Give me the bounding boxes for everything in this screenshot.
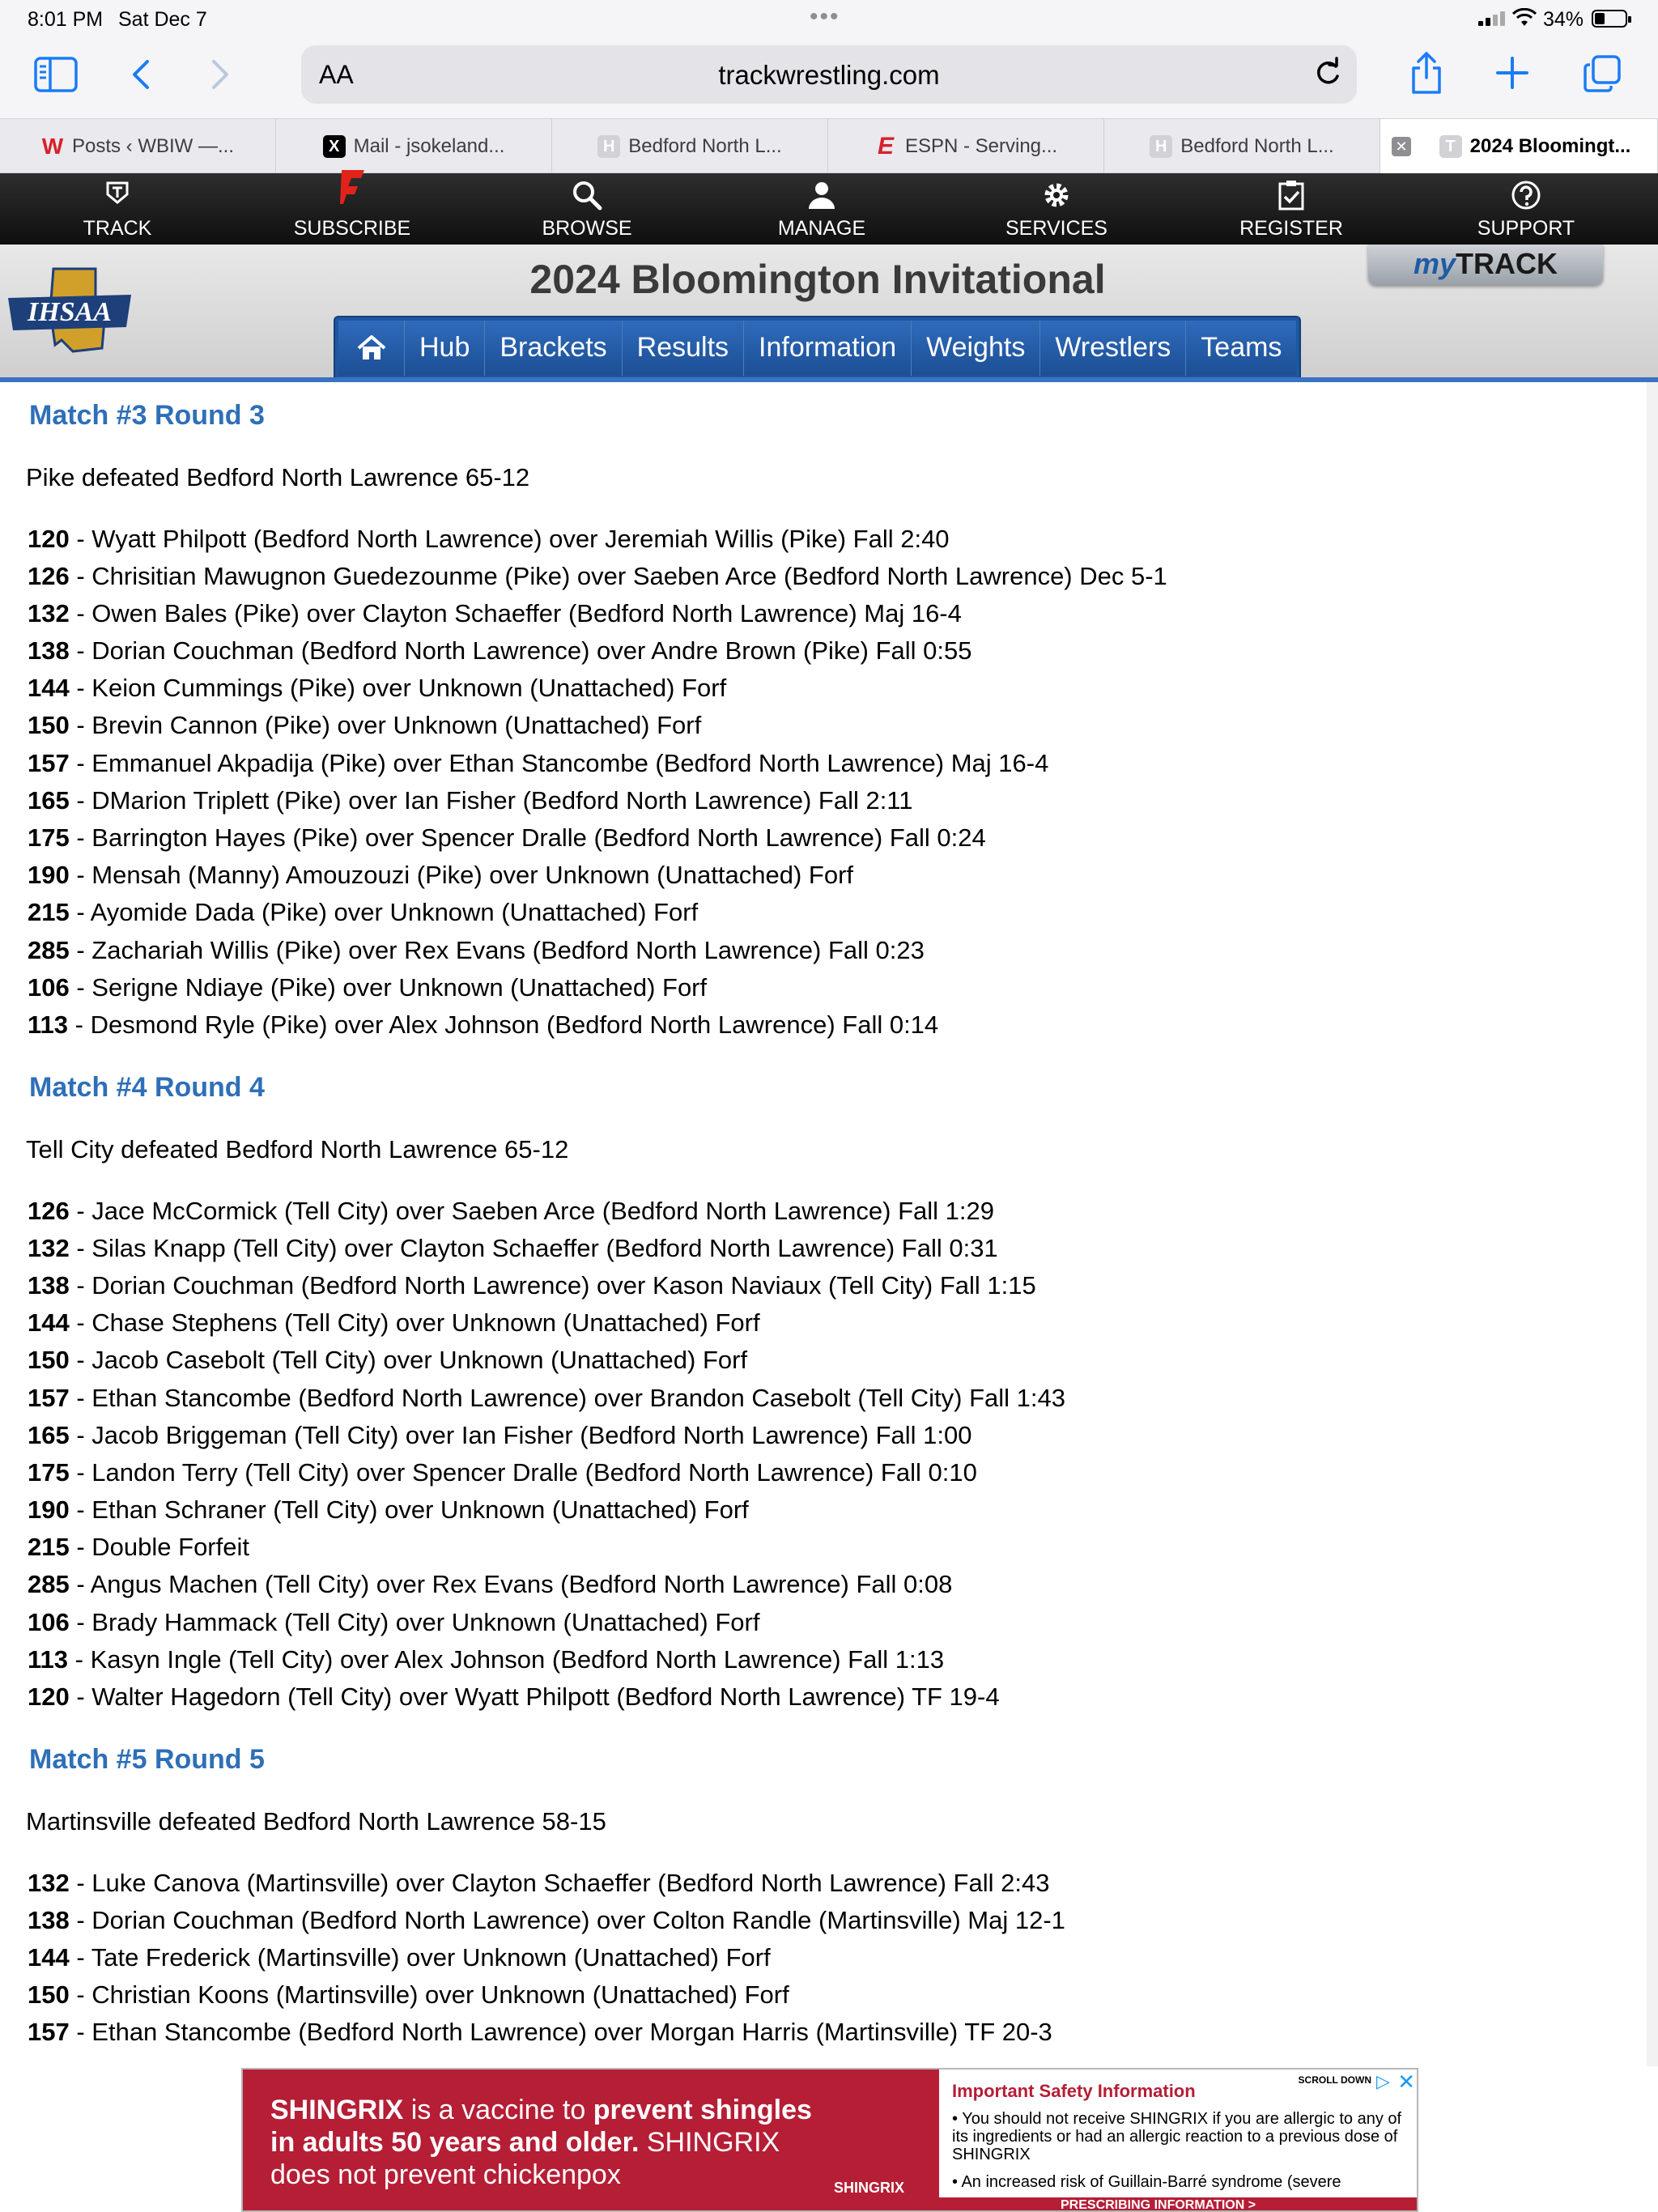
bout-row [28, 973, 707, 1002]
subnav-hub[interactable]: Hub [405, 321, 485, 376]
mytrack-my: my [1413, 247, 1456, 280]
bout-row [28, 1271, 1036, 1300]
tab-bloomington-active[interactable] [1380, 119, 1658, 174]
bout-row [28, 636, 972, 666]
mytrack-track: TRACK [1456, 247, 1558, 280]
bout-weight: 132 [28, 1869, 70, 1897]
bout-weight: 144 [28, 1308, 70, 1337]
bout-row [28, 1943, 771, 1972]
bout-result: - Dorian Couchman (Bedford North Lawrence) over Andre Brown (Pike) Fall 0:55 [69, 636, 972, 665]
nav-label: TRACK [83, 217, 152, 240]
bout-row [28, 1010, 938, 1040]
tab-label: Mail - jsokeland... [353, 135, 505, 157]
bout-weight: 138 [28, 1271, 70, 1300]
page-title: 2024 Bloomington Invitational [529, 257, 1106, 302]
person-icon [807, 180, 836, 209]
bout-row [28, 1384, 1065, 1413]
tab-strip [0, 118, 1658, 173]
tab-label: Bedford North L... [628, 135, 782, 157]
help-icon [1511, 180, 1541, 211]
bout-weight: 132 [28, 599, 70, 627]
mytrack-button[interactable] [1368, 245, 1603, 285]
site-nav [0, 173, 1658, 245]
nav-track[interactable] [0, 173, 235, 245]
back-icon[interactable] [130, 58, 152, 91]
bout-weight: 138 [28, 1906, 70, 1934]
tab-bedford-1[interactable] [552, 119, 828, 174]
tab-wbiw[interactable] [0, 119, 276, 174]
bout-row [28, 1980, 789, 2010]
bout-weight: 150 [28, 1980, 70, 2009]
bout-result: - Desmond Ryle (Pike) over Alex Johnson (Bedford North Lawrence) Fall 0:14 [68, 1010, 939, 1039]
nav-label: SUBSCRIBE [293, 217, 411, 240]
bout-weight: 165 [28, 1421, 70, 1449]
bout-row [28, 599, 962, 628]
event-header [0, 245, 1658, 377]
ad-headline [270, 2094, 812, 2191]
bout-row [28, 786, 913, 815]
ad-shingrix-logo: SHINGRIX [834, 2180, 905, 2196]
ad-isi-panel[interactable] [939, 2069, 1418, 2212]
bout-weight: 175 [28, 1458, 70, 1487]
bout-result: - DMarion Triplett (Pike) over Ian Fisher (Bedford North Lawrence) Fall 2:11 [69, 786, 913, 815]
tab-espn[interactable] [828, 119, 1104, 174]
adchoices-icon[interactable]: ▷ [1376, 2071, 1390, 2091]
wbiw-favicon-icon: W [41, 134, 64, 159]
bout-weight: 165 [28, 786, 70, 815]
bout-row [28, 1346, 747, 1375]
bout-result: - Luke Canova (Martinsville) over Clayton Schaeffer (Bedford North Lawrence) Fall 2:43 [69, 1869, 1050, 1897]
bout-row [28, 1495, 749, 1525]
bout-result: - Chrisitian Mawugnon Guedezounme (Pike) over Saeben Arce (Bedford North Lawrence) Dec 5-1 [69, 562, 1167, 590]
bout-weight: 144 [28, 674, 70, 702]
bout-result: - Christian Koons (Martinsville) over Unknown (Unattached) Forf [69, 1980, 789, 2009]
ad-text-bold: in adults 50 years and older. [270, 2127, 640, 2158]
bout-row [28, 674, 726, 703]
bout-result: - Brady Hammack (Tell City) over Unknown (Unattached) Forf [69, 1608, 760, 1636]
ad-prescribing-link[interactable]: PRESCRIBING INFORMATION > [939, 2197, 1418, 2212]
bout-result: - Barrington Hayes (Pike) over Spencer Dralle (Bedford North Lawrence) Fall 0:24 [69, 823, 986, 852]
bout-result: - Serigne Ndiaye (Pike) over Unknown (Unattached) Forf [69, 973, 708, 1002]
flo-logo-icon [338, 168, 366, 206]
multitask-dots-icon[interactable]: ••• [810, 3, 840, 30]
nav-manage[interactable] [704, 173, 939, 245]
subnav-information[interactable]: Information [744, 321, 912, 376]
bout-result: - Keion Cummings (Pike) over Unknown (Unattached) Forf [69, 674, 727, 702]
bout-row [28, 2018, 1052, 2047]
bout-result: - Angus Machen (Tell City) over Rex Evans (Bedford North Lawrence) Fall 0:08 [69, 1570, 953, 1598]
match-heading: Match #4 Round 4 [29, 1072, 265, 1103]
bout-row [28, 1869, 1049, 1898]
bout-weight: 157 [28, 749, 70, 777]
status-time: 8:01 PM [28, 8, 104, 31]
address-bar[interactable] [301, 45, 1357, 104]
espn-favicon-icon: E [877, 133, 894, 160]
battery-icon [1592, 10, 1627, 28]
tab-label: Bedford North L... [1180, 135, 1334, 157]
bout-result: - Landon Terry (Tell City) over Spencer Dralle (Bedford North Lawrence) Fall 0:10 [69, 1458, 977, 1487]
bout-row [28, 1608, 759, 1637]
ad-text: does not prevent chickenpox [270, 2159, 621, 2190]
bout-weight: 106 [28, 973, 70, 1002]
cell-signal-icon [1478, 11, 1507, 26]
bout-weight: 144 [28, 1943, 70, 1972]
home-icon [357, 335, 386, 361]
bout-weight: 157 [28, 1384, 70, 1412]
bout-weight: 215 [28, 898, 70, 926]
ad-text: is a vaccine to [403, 2095, 593, 2125]
bout-row [28, 1197, 994, 1226]
bout-weight: 285 [28, 936, 70, 964]
bout-result: - Jacob Briggeman (Tell City) over Ian Fisher (Bedford North Lawrence) Fall 1:00 [69, 1421, 972, 1449]
bout-weight: 215 [28, 1533, 70, 1561]
match-summary: Pike defeated Bedford North Lawrence 65-12 [26, 463, 530, 491]
bout-weight: 138 [28, 636, 70, 665]
match-summary: Tell City defeated Bedford North Lawrence 65-12 [26, 1135, 569, 1163]
clipboard-icon [1278, 180, 1305, 211]
bout-row [28, 898, 698, 927]
bout-row [28, 711, 701, 740]
bout-row [28, 1645, 944, 1674]
bout-row [28, 1308, 760, 1338]
bout-row [28, 525, 950, 554]
tabs-overview-icon[interactable] [1584, 55, 1621, 92]
bout-result: - Brevin Cannon (Pike) over Unknown (Unattached) Forf [69, 711, 702, 739]
bout-row [28, 1458, 977, 1487]
nav-label: SUPPORT [1477, 217, 1575, 240]
bout-row [28, 562, 1167, 591]
bout-result: - Mensah (Manny) Amouzouzi (Pike) over Unknown (Unattached) Forf [69, 861, 853, 889]
bout-result: - Ethan Stancombe (Bedford North Lawrence) over Morgan Harris (Martinsville) TF 20-3 [69, 2018, 1052, 2046]
bout-result: - Dorian Couchman (Bedford North Lawrence) over Colton Randle (Martinsville) Maj 12-1 [69, 1906, 1065, 1934]
nav-label: REGISTER [1239, 217, 1343, 240]
tab-bedford-2[interactable] [1104, 119, 1380, 174]
subnav-brackets[interactable]: Brackets [485, 321, 622, 376]
ad-isi-bullet: • An increased risk of Guillain-Barré syndrome (severe [952, 2173, 1341, 2191]
url-text[interactable]: trackwrestling.com [718, 60, 940, 90]
bout-row [28, 823, 986, 853]
nav-browse[interactable] [470, 173, 704, 245]
subnav-teams[interactable]: Teams [1186, 321, 1296, 376]
bout-weight: 157 [28, 2018, 70, 2046]
new-tab-icon[interactable] [1496, 57, 1528, 89]
bout-result: - Zachariah Willis (Pike) over Rex Evans (Bedford North Lawrence) Fall 0:23 [69, 936, 925, 964]
bout-weight: 120 [28, 525, 70, 553]
results-content[interactable] [0, 382, 1658, 2066]
bout-weight: 106 [28, 1608, 70, 1636]
ad-text-bold: prevent shingles [593, 2095, 812, 2125]
tab-label: ESPN - Serving... [904, 135, 1058, 157]
bout-result: - Silas Knapp (Tell City) over Clayton Schaeffer (Bedford North Lawrence) Fall 0:31 [69, 1234, 998, 1262]
bout-result: - Ayomide Dada (Pike) over Unknown (Unattached) Forf [69, 898, 699, 926]
close-tab-icon[interactable]: ✕ [1392, 137, 1411, 156]
bout-result: - Owen Bales (Pike) over Clayton Schaeffer (Bedford North Lawrence) Maj 16-4 [69, 599, 962, 627]
share-icon[interactable] [1409, 50, 1444, 96]
bout-result: - Walter Hagedorn (Tell City) over Wyatt Philpott (Bedford North Lawrence) TF 19-4 [69, 1682, 1000, 1711]
nav-support[interactable] [1409, 173, 1643, 245]
bout-weight: 285 [28, 1570, 70, 1598]
nav-services[interactable] [939, 173, 1174, 245]
ad-text: SHINGRIX [639, 2127, 780, 2158]
bout-result: - Chase Stephens (Tell City) over Unknown (Unattached) Forf [69, 1308, 760, 1337]
subnav-home[interactable] [338, 321, 405, 376]
h-favicon-icon: H [1150, 135, 1172, 158]
ad-brand: SHINGRIX [270, 2095, 404, 2125]
sidebar-icon[interactable] [34, 57, 78, 92]
bout-result: - Dorian Couchman (Bedford North Lawrence) over Kason Naviaux (Tell City) Fall 1:15 [69, 1271, 1036, 1300]
bout-row [28, 749, 1048, 778]
bout-result: - Double Forfeit [69, 1533, 249, 1561]
bout-row [28, 1682, 1000, 1712]
x-favicon-icon: X [323, 135, 346, 158]
bout-weight: 120 [28, 1682, 70, 1711]
battery-percent: 34% [1543, 8, 1584, 31]
bout-weight: 132 [28, 1234, 70, 1262]
forward-icon[interactable] [209, 58, 232, 91]
bout-row [28, 1570, 952, 1599]
bout-row [28, 1234, 998, 1263]
bout-result: - Ethan Stancombe (Bedford North Lawrence) over Brandon Casebolt (Tell City) Fall 1:43 [69, 1384, 1065, 1412]
bout-row [28, 1533, 249, 1562]
ad-close-icon[interactable]: ✕ [1397, 2069, 1415, 2094]
nav-label: SERVICES [1005, 217, 1107, 240]
match-heading: Match #3 Round 3 [29, 400, 265, 431]
subnav-weights[interactable]: Weights [912, 321, 1040, 376]
nav-subscribe[interactable] [235, 173, 470, 245]
reload-icon[interactable] [1312, 57, 1344, 89]
bout-weight: 126 [28, 562, 70, 590]
match-summary: Martinsville defeated Bedford North Lawrence 58-15 [26, 1807, 606, 1836]
bout-weight: 126 [28, 1197, 70, 1225]
gear-icon [1041, 180, 1072, 211]
tab-mail[interactable] [276, 119, 552, 174]
nav-label: MANAGE [777, 217, 866, 240]
wifi-icon [1512, 8, 1537, 28]
ad-isi-title: Important Safety Information [952, 2081, 1196, 2101]
match-heading: Match #5 Round 5 [29, 1744, 265, 1775]
bout-row [28, 936, 925, 965]
status-bar [0, 0, 1658, 37]
bout-weight: 190 [28, 861, 70, 889]
ihsaa-logo-text: IHSAA [28, 297, 112, 327]
tab-label: Posts ‹ WBIW —... [71, 135, 234, 157]
subnav-wrestlers[interactable]: Wrestlers [1040, 321, 1186, 376]
bout-result: - Kasyn Ingle (Tell City) over Alex Johnson (Bedford North Lawrence) Fall 1:13 [68, 1645, 945, 1674]
ad-red-panel[interactable] [243, 2069, 939, 2212]
nav-label: BROWSE [542, 217, 632, 240]
bout-result: - Emmanuel Akpadija (Pike) over Ethan Stancombe (Bedford North Lawrence) Maj 16-4 [69, 749, 1049, 777]
t-favicon-icon: T [1439, 135, 1462, 158]
h-favicon-icon: H [597, 135, 620, 158]
search-icon [572, 180, 602, 211]
bout-weight: 190 [28, 1495, 70, 1524]
ad-isi-bullet: • You should not receive SHINGRIX if you are allergic to any of its ingredients or had an allergic reaction to a previous dose of SHINGRIX [952, 2110, 1402, 2163]
browser-toolbar [0, 37, 1658, 118]
shingrix-ad-banner[interactable] [241, 2068, 1418, 2212]
event-subnav [334, 316, 1301, 377]
subnav-results[interactable]: Results [623, 321, 744, 376]
bout-result: - Tate Frederick (Martinsville) over Unknown (Unattached) Forf [69, 1943, 771, 1972]
bout-row [28, 1906, 1065, 1935]
track-logo-icon [104, 180, 130, 206]
tab-label: 2024 Bloomingt... [1469, 135, 1631, 157]
bout-weight: 113 [28, 1010, 69, 1039]
bout-row [28, 1421, 971, 1450]
bout-weight: 150 [28, 1346, 70, 1374]
bout-result: - Ethan Schraner (Tell City) over Unknown (Unattached) Forf [69, 1495, 749, 1524]
status-date: Sat Dec 7 [118, 8, 207, 31]
bout-weight: 113 [28, 1645, 69, 1674]
bout-result: - Jacob Casebolt (Tell City) over Unknown (Unattached) Forf [69, 1346, 748, 1374]
bout-result: - Wyatt Philpott (Bedford North Lawrence) over Jeremiah Willis (Pike) Fall 2:40 [69, 525, 950, 553]
reader-aa-button[interactable]: AA [319, 60, 354, 89]
bout-row [28, 861, 853, 890]
ad-scroll-down[interactable]: SCROLL DOWN [1298, 2074, 1371, 2086]
bout-weight: 150 [28, 711, 70, 739]
bout-result: - Jace McCormick (Tell City) over Saeben Arce (Bedford North Lawrence) Fall 1:29 [69, 1197, 994, 1225]
nav-register[interactable] [1174, 173, 1409, 245]
bout-weight: 175 [28, 823, 70, 852]
